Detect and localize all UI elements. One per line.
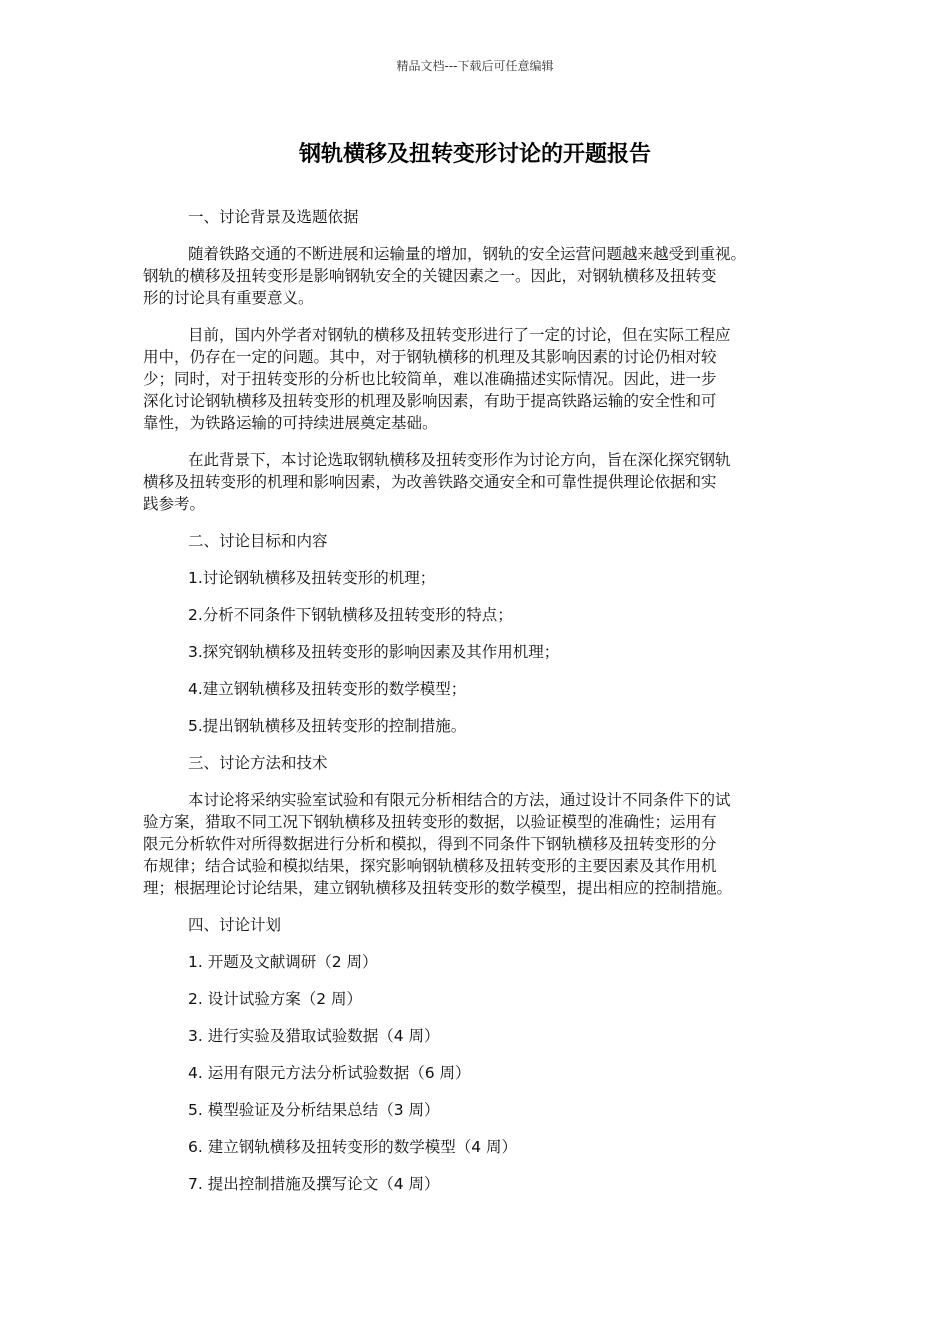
section-heading-background: 一、讨论背景及选题依据 (188, 208, 359, 226)
paragraph-line: 横移及扭转变形的机理和影响因素，为改善铁路交通安全和可靠性提供理论依据和实 (143, 473, 717, 491)
plan-item: 3. 进行实验及猎取试验数据（4 周） (188, 1027, 440, 1045)
paragraph-line: 少；同时，对于扭转变形的分析也比较简单，难以准确描述实际情况。因此，进一步 (143, 370, 717, 388)
paragraph-line: 理；根据理论讨论结果，建立钢轨横移及扭转变形的数学模型，提出相应的控制措施。 (143, 879, 733, 897)
plan-item: 4. 运用有限元方法分析试验数据（6 周） (188, 1064, 471, 1082)
header-note: 精品文档---下载后可任意编辑 (396, 59, 554, 73)
plan-item: 7. 提出控制措施及撰写论文（4 周） (188, 1175, 440, 1193)
paragraph-line: 目前，国内外学者对钢轨的横移及扭转变形进行了一定的讨论，但在实际工程应 (188, 326, 731, 344)
paragraph-line: 践参考。 (143, 495, 206, 513)
section-heading-methods: 三、讨论方法和技术 (188, 754, 328, 772)
paragraph-line: 用中，仍存在一定的问题。其中，对于钢轨横移的机理及其影响因素的讨论仍相对较 (143, 348, 717, 366)
document-title: 钢轨横移及扭转变形讨论的开题报告 (298, 142, 651, 167)
paragraph-background-1 (143, 243, 808, 309)
list-item: 2.分析不同条件下钢轨横移及扭转变形的特点； (188, 606, 513, 624)
paragraph-line: 验方案，猎取不同工况下钢轨横移及扭转变形的数据，以验证模型的准确性；运用有 (143, 813, 717, 831)
plan-item: 2. 设计试验方案（2 周） (188, 990, 363, 1008)
list-item: 5.提出钢轨横移及扭转变形的控制措施。 (188, 717, 467, 735)
section-heading-objectives: 二、讨论目标和内容 (188, 532, 328, 550)
paragraph-line: 随着铁路交通的不断进展和运输量的增加，钢轨的安全运营问题越来越受到重视。 (188, 245, 747, 263)
list-item: 4.建立钢轨横移及扭转变形的数学模型； (188, 680, 467, 698)
paragraph-line: 本讨论将采纳实验室试验和有限元分析相结合的方法，通过设计不同条件下的试 (188, 791, 731, 809)
paragraph-line: 钢轨的横移及扭转变形是影响钢轨安全的关键因素之一。因此，对钢轨横移及扭转变 (143, 267, 717, 285)
paragraph-line: 靠性，为铁路运输的可持续进展奠定基础。 (143, 414, 438, 432)
paragraph-background-2 (143, 324, 808, 434)
paragraph-line: 布规律；结合试验和模拟结果，探究影响钢轨横移及扭转变形的主要因素及其作用机 (143, 857, 717, 875)
paragraph-methods (143, 789, 808, 899)
plan-item: 5. 模型验证及分析结果总结（3 周） (188, 1101, 440, 1119)
paragraph-line: 深化讨论钢轨横移及扭转变形的机理及影响因素，有助于提高铁路运输的安全性和可 (143, 392, 717, 410)
paragraph-background-3 (143, 449, 808, 515)
paragraph-line: 在此背景下，本讨论选取钢轨横移及扭转变形作为讨论方向，旨在深化探究钢轨 (188, 451, 731, 469)
plan-item: 1. 开题及文献调研（2 周） (188, 953, 378, 971)
list-item: 3.探究钢轨横移及扭转变形的影响因素及其作用机理； (188, 643, 560, 661)
plan-item: 6. 建立钢轨横移及扭转变形的数学模型（4 周） (188, 1138, 518, 1156)
paragraph-line: 限元分析软件对所得数据进行分析和模拟，得到不同条件下钢轨横移及扭转变形的分 (143, 835, 717, 853)
document-body (143, 206, 808, 1195)
section-heading-plan: 四、讨论计划 (188, 916, 282, 934)
paragraph-line: 形的讨论具有重要意义。 (143, 289, 314, 307)
list-item: 1.讨论钢轨横移及扭转变形的机理； (188, 569, 436, 587)
